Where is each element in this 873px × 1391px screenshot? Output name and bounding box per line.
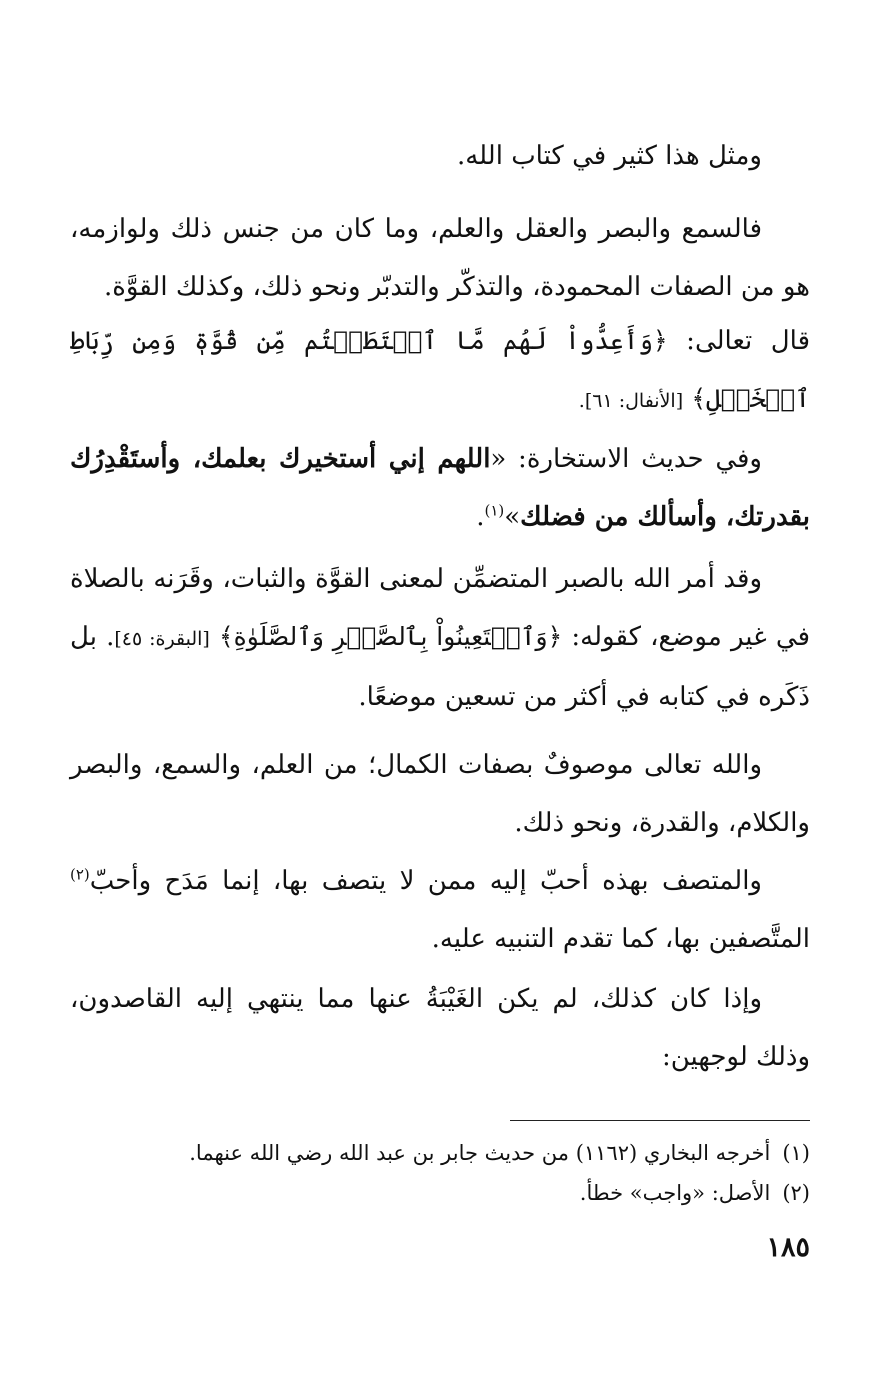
paragraph-4-end: . xyxy=(476,502,485,532)
paragraph-3 xyxy=(70,312,810,430)
paragraph-4-lead: وفي حديث الاستخارة: « xyxy=(490,444,762,474)
paragraph-4 xyxy=(70,430,810,546)
paragraph-6: والله تعالى موصوفٌ بصفات الكمال؛ من العلم، والسمع، والبصر والكلام، والقدرة، ونحو ذلك. xyxy=(70,750,810,838)
istikhara-hadith-text: اللهم إني أستخيرك بعلمك، وأستَقْدِرُك بقدرتك، وأسألك من فضلك xyxy=(70,444,810,532)
footnote-1-number: (١) xyxy=(782,1141,810,1165)
footnote-2 xyxy=(70,1173,810,1213)
paragraph-5 xyxy=(70,550,810,726)
verse-reference-anfal: [الأنفال: ٦١]. xyxy=(578,390,684,412)
paragraph-3-lead: قال تعالى: xyxy=(667,326,811,356)
footnote-2-number: (٢) xyxy=(782,1181,810,1205)
paragraph-7-tail: المتَّصفين بها، كما تقدم التنبيه عليه. xyxy=(431,924,810,954)
paragraph-7-lead: والمتصف بهذه أحبّ إليه ممن لا يتصف بها، إنما مَدَح وأحبّ xyxy=(89,866,762,896)
footnote-1 xyxy=(70,1133,810,1173)
footnote-2-text: الأصل: «واجب» خطأ. xyxy=(579,1181,771,1205)
paragraph-5-lead: وقد أمر الله بالصبر المتضمِّن لمعنى القوَّة والثبات، وقَرَنه بالصلاة في غير موضع، كقوله: xyxy=(70,564,810,652)
book-page xyxy=(70,0,810,1391)
quran-verse-anfal: ﴿وَأَعِدُّواْ لَهُم مَّا ٱسۡتَطَعۡتُم مِّن قُوَّةٖ وَمِن رِّبَاطِ ٱلۡخَيۡلِ﴾ xyxy=(70,326,810,413)
paragraph-8: وإذا كان كذلك، لم يكن الغَيْبَةُ عنها مما ينتهي إليه القاصدون، وذلك لوجهين: xyxy=(70,984,810,1072)
footnote-marker-1: (١) xyxy=(484,501,505,520)
paragraph-7 xyxy=(70,852,810,968)
hadith-close-quote: » xyxy=(504,502,521,532)
footnote-divider xyxy=(510,1120,810,1121)
paragraph-5-tail: . بل ذَكَره في كتابه في أكثر من تسعين موضعًا. xyxy=(70,622,810,712)
verse-reference-baqara: [البقرة: ٤٥] xyxy=(114,628,210,650)
footnote-1-text: أخرجه البخاري (١١٦٢) من حديث جابر بن عبد الله رضي الله عنهما. xyxy=(189,1141,771,1165)
paragraph-1: ومثل هذا كثير في كتاب الله. xyxy=(456,141,762,171)
paragraph-2: فالسمع والبصر والعقل والعلم، وما كان من جنس ذلك ولوازمه، هو من الصفات المحمودة، والتذكّر والتدبّر ونحو ذلك، وكذلك القوَّة. xyxy=(70,214,810,302)
quran-verse-baqara: ﴿وَٱسۡتَعِينُواْ بِٱلصَّبۡرِ وَٱلصَّلَوٰةِ﴾ xyxy=(218,622,563,651)
page-number: ١٨٥ xyxy=(766,1232,810,1263)
footnote-marker-2: (٢) xyxy=(70,865,90,884)
